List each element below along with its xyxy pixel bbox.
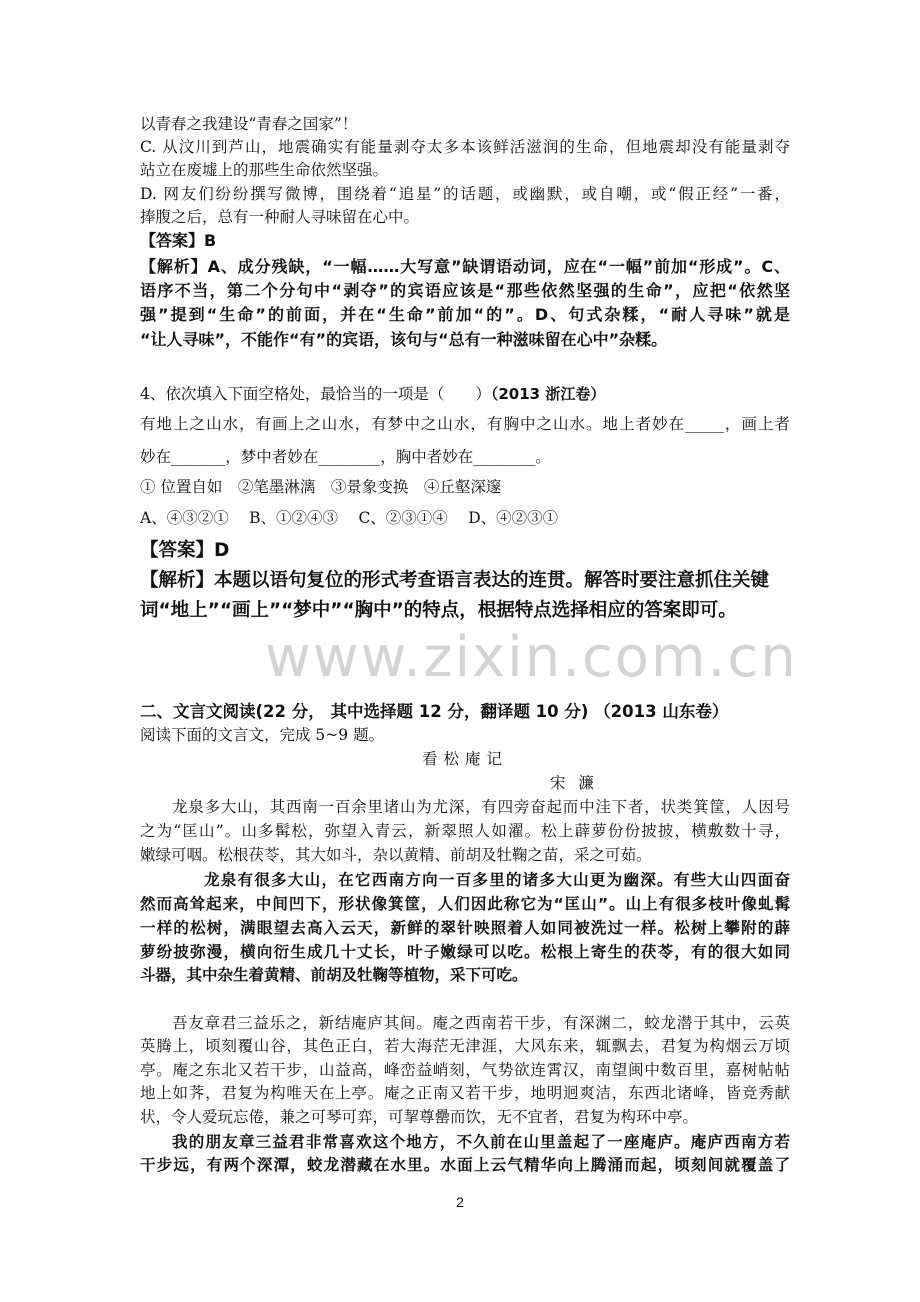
text-line: 以青春之我建设“青春之国家”！ — [140, 115, 358, 133]
question-4 — [140, 384, 790, 404]
passage-author: 宋 濂 — [550, 774, 598, 792]
translation-line: 龙泉有很多大山，在它西南方向一百多里的诸多大山更为幽深。有些大山四面奋 — [204, 871, 790, 889]
analysis-line: 词“地上”“画上”“梦中”“胸中”的特点，根据特点选择相应的答案即可。 — [140, 600, 737, 621]
translation-line: 萝纷披弥漫，横向衍生成几十丈长，叶子嫩绿可以吃。松根上寄生的茯苓，有的很大如同 — [140, 943, 790, 961]
passage-line: 状，令人爱玩忘倦，兼之可琴可弈，可挈尊罍而饮，无不宜者，君复为构环中亭。 — [140, 1108, 699, 1126]
passage-line: 吾友章君三益乐之，新结庵庐其间。庵之西南若干步，有深渊二，蛟龙潜于其中，云英 — [172, 1014, 790, 1032]
passage-line: 龙泉多大山，其西南一百余里诸山为尤深，有四旁奋起而中洼下者，状类箕筐，人因号 — [172, 798, 790, 816]
section-heading: 二、文言文阅读(22 分， 其中选择题 12 分，翻译题 10 分) （2013 山东卷） — [140, 702, 729, 721]
question-items: ① 位置自如 ②笔墨淋漓 ③景象变换 ④丘壑深邃 — [140, 478, 502, 496]
question-stem: 妙在_______，梦中者妙在________，胸中者妙在________。 — [140, 448, 551, 466]
answer: 【答案】B — [140, 231, 217, 250]
passage-line: 地上如荠，君复为构唯天在上亭。庵之正南又若干步，地明迥爽洁，东西北诸峰，皆竞秀献 — [140, 1084, 790, 1102]
passage-line: 英腾上，顷刻覆山谷，其色正白，若大海茫无津涯，大风东来，辄飘去，君复为构烟云万顷 — [140, 1037, 790, 1055]
translation-line: 斗器，其中杂生着黄精、前胡及牡鞠等植物，采下可吃。 — [140, 966, 528, 984]
translation-line: 我的朋友章三益君非常喜欢这个地方，不久前在山里盖起了一座庵庐。庵庐西南方若 — [172, 1133, 790, 1151]
translation-line: 一样的松树，满眼望去高入云天，新鲜的翠针映照着人如同被洗过一样。松树上攀附的薜 — [140, 919, 790, 937]
analysis-line: 【解析】A、成分残缺，“一幅……大写意”缺谓语动词，应在“一幅”前加“形成”。C、 — [140, 257, 790, 276]
instruction: 阅读下面的文言文，完成 5~9 题。 — [140, 726, 385, 744]
page-number: 2 — [456, 1194, 464, 1210]
translation-line: 干步远，有两个深潭，蛟龙潜藏在水里。水面上云气精华向上腾涌而起，顷刻间就覆盖了 — [140, 1156, 790, 1174]
option-c: C. 从汶川到芦山，地震确实有能量剥夺太多本该鲜活滋润的生命，但地震却没有能量剥夺 — [140, 138, 790, 156]
text-line: 捧腹之后，总有一种耐人寻味留在心中。 — [140, 208, 420, 226]
translation-line: 然而高耸起来，中间凹下，形状像箕筐，人们因此称它为“匡山”。山上有很多枝叶像虬髯 — [140, 895, 790, 913]
passage-line: 之为“匡山”。山多髯松，弥望入青云，新翠照人如濯。松上薜萝份份披披，横敷数十寻， — [140, 822, 790, 840]
passage-line: 亭。庵之东北又若干步，山益高，峰峦益峭刻，气势欲连霄汉，南望闽中数百里，嘉树帖帖 — [140, 1061, 790, 1079]
option-d: D. 网友们纷纷撰写微博，围绕着“追星”的话题，或幽默，或自嘲，或“假正经”一番， — [140, 185, 790, 203]
answer: 【答案】D — [140, 540, 230, 561]
analysis-line: 【解析】本题以语句复位的形式考查语言表达的连贯。解答时要注意抓住关键 — [140, 570, 770, 591]
analysis-line: 强”提到“生命”的前面，并在“生命”前加“的”。D、句式杂糅，“耐人寻味”就是 — [140, 305, 790, 324]
question-source: （2013 浙江卷） — [490, 385, 606, 403]
question-text: 4、依次填入下面空格处，最恰当的一项是（ ） — [140, 385, 491, 403]
analysis-line: 语序不当，第二个分句中“剥夺”的宾语应该是“那些依然坚强的生命”，应把“依然坚 — [140, 281, 790, 300]
question-stem: 有地上之山水，有画上之山水，有梦中之山水，有胸中之山水。地上者妙在_____，画上者 — [140, 415, 790, 433]
passage-line: 嫩绿可咽。松根茯苓，其大如斗，杂以黄精、前胡及牡鞠之苗，采之可茹。 — [140, 846, 652, 864]
question-options: A、④③②① B、①②④③ C、②③①④ D、④②③① — [140, 509, 559, 527]
analysis-line: “让人寻味”，不能作“有”的宾语，该句与“总有一种滋味留在心中”杂糅。 — [140, 330, 668, 349]
watermark: www.zixin.com.cn — [265, 625, 798, 690]
passage-title: 看松庵记 — [421, 750, 508, 768]
text-line: 站立在废墟上的那些生命依然坚强。 — [140, 161, 389, 179]
